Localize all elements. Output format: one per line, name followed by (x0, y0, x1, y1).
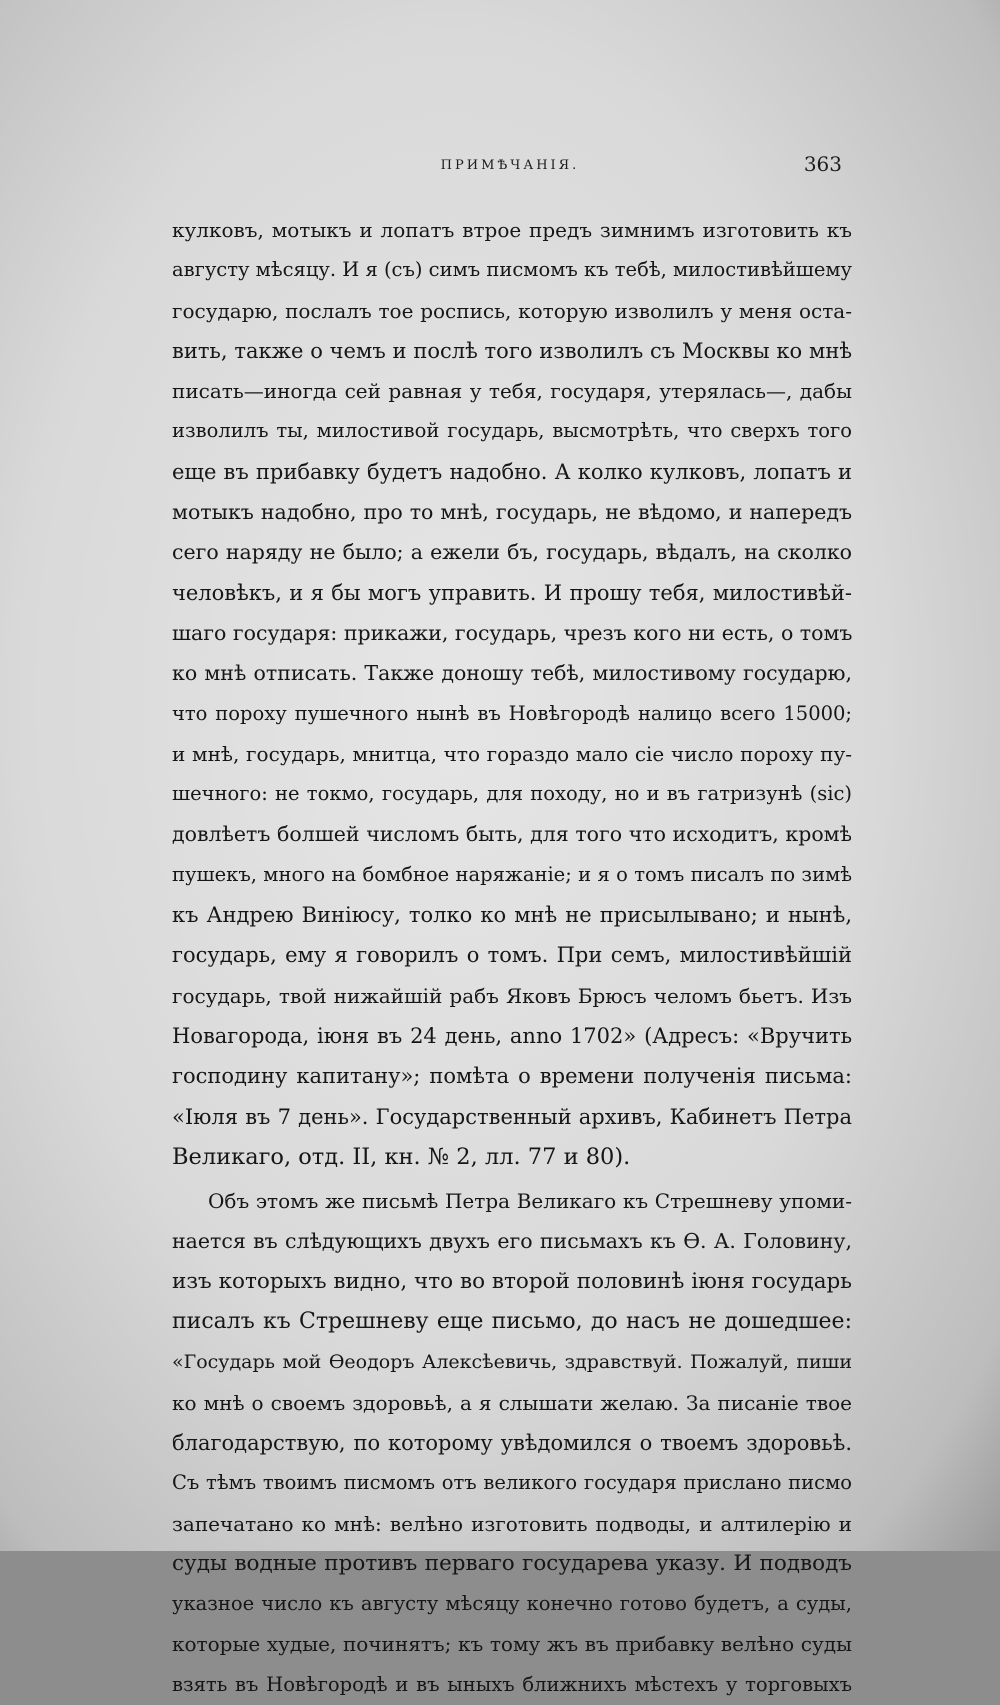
text-line: указное число къ августу мѣсяцу конечно готово будетъ, а суды, (172, 1592, 852, 1616)
text-line: пушекъ, много на бомбное наряжаніе; и я о томъ писалъ по зимѣ (172, 862, 852, 886)
text-line: государь, ему я говорилъ о томъ. При семъ, милостивѣйшій (172, 943, 852, 968)
text-line: ко мнѣ о своемъ здоровьѣ, а я слышати желаю. За писаніе твое (172, 1390, 852, 1415)
text-line: кулковъ, мотыкъ и лопатъ втрое предъ зимнимъ изготовить къ (172, 218, 852, 242)
text-line: благодарствую, по которому увѣдомился о твоемъ здоровьѣ. (172, 1430, 852, 1455)
text-line: государю, послалъ тое роспись, которую изволилъ у меня оста- (172, 298, 852, 323)
text-line: которые худые, починятъ; къ тому жъ въ прибавку велѣно суды (172, 1632, 852, 1657)
text-line: «Государь мой Ѳеодоръ Алексѣевичь, здравствуй. Пожалуй, пиши (172, 1351, 852, 1374)
text-line: «Іюля въ 7 день». Государственный архивъ, Кабинетъ Петра (172, 1104, 852, 1129)
paragraph-2 (172, 1181, 852, 1705)
text-line: ко мнѣ отписать. Также доношу тебѣ, милостивому государю, (172, 661, 852, 686)
text-line: Великаго, отд. II, кн. № 2, лл. 77 и 80). (172, 1143, 631, 1170)
text-line: человѣкъ, и я бы могъ управить. И прошу тебя, милостивѣй- (172, 580, 852, 605)
body-text (172, 210, 852, 1705)
text-line: Объ этомъ же письмѣ Петра Великаго къ Стрешневу упоми- (208, 1189, 852, 1214)
text-line: писалъ къ Стрешневу еще письмо, до насъ не дошедшее: (172, 1309, 852, 1335)
text-line: шаго государя: прикажи, государь, чрезъ кого ни есть, о томъ (172, 620, 853, 645)
text-line: довлѣетъ болшей числомъ быть, для того что исходитъ, кромѣ (172, 822, 852, 847)
text-line: сего наряду не было; а ежели бъ, государь, вѣдалъ, на сколко (172, 540, 852, 565)
text-line: Новагорода, іюня въ 24 день, anno 1702» (Адресъ: «Вручить (172, 1023, 852, 1048)
page-header (170, 152, 850, 182)
text-line: Съ тѣмъ твоимъ писмомъ отъ великого государя прислано писмо (172, 1471, 852, 1495)
text-line: вить, также о чемъ и послѣ того изволилъ съ Москвы ко мнѣ (172, 338, 852, 363)
paragraph-1 (172, 210, 852, 1177)
text-line: шечного: не токмо, государь, для походу, но и въ гатризунѣ (sic) (172, 782, 852, 806)
text-line: господину капитану»; помѣта о времени полученія письма: (172, 1064, 852, 1089)
text-line: августу мѣсяцу. И я (съ) симъ писмомъ къ тебѣ, милостивѣйшему (172, 258, 853, 282)
text-line: и мнѣ, государь, мнитца, что гораздо мало сіе число пороху пу- (172, 741, 852, 766)
text-line: мотыкъ надобно, про то мнѣ, государь, не вѣдомо, и напередъ (172, 500, 852, 525)
text-line: взять въ Новѣгородѣ и въ ыныхъ ближнихъ мѣстехъ у торговыхъ (172, 1672, 852, 1696)
text-line: еще въ прибавку будетъ надобно. А колко кулковъ, лопатъ и (172, 459, 852, 484)
text-line: государь, твой нижайшій рабъ Яковъ Брюсъ челомъ бьетъ. Изъ (172, 983, 852, 1008)
text-line: къ Андрею Виніюсу, толко ко мнѣ не присылывано; и нынѣ, (172, 903, 852, 928)
text-line: нается въ слѣдующихъ двухъ его письмахъ къ Ѳ. А. Головину, (172, 1229, 852, 1254)
text-line: что пороху пушечного нынѣ въ Новѣгородѣ налицо всего 15000; (172, 701, 852, 725)
running-title: ПРИМѢЧАНІЯ. (440, 158, 580, 173)
text-line: изъ которыхъ видно, что во второй половинѣ іюня государь (172, 1268, 852, 1294)
text-line: писать—иногда сей равная у тебя, государя, утерялась—, дабы (172, 379, 852, 404)
text-line: изволилъ ты, милостивой государь, высмотрѣть, что сверхъ того (172, 419, 852, 443)
text-line: суды водные противъ перваго государева указу. И подводъ (172, 1550, 852, 1576)
text-line: запечатано ко мнѣ: велѣно изготовить подводы, и алтилерію и (172, 1511, 852, 1536)
page-number: 363 (803, 152, 842, 176)
